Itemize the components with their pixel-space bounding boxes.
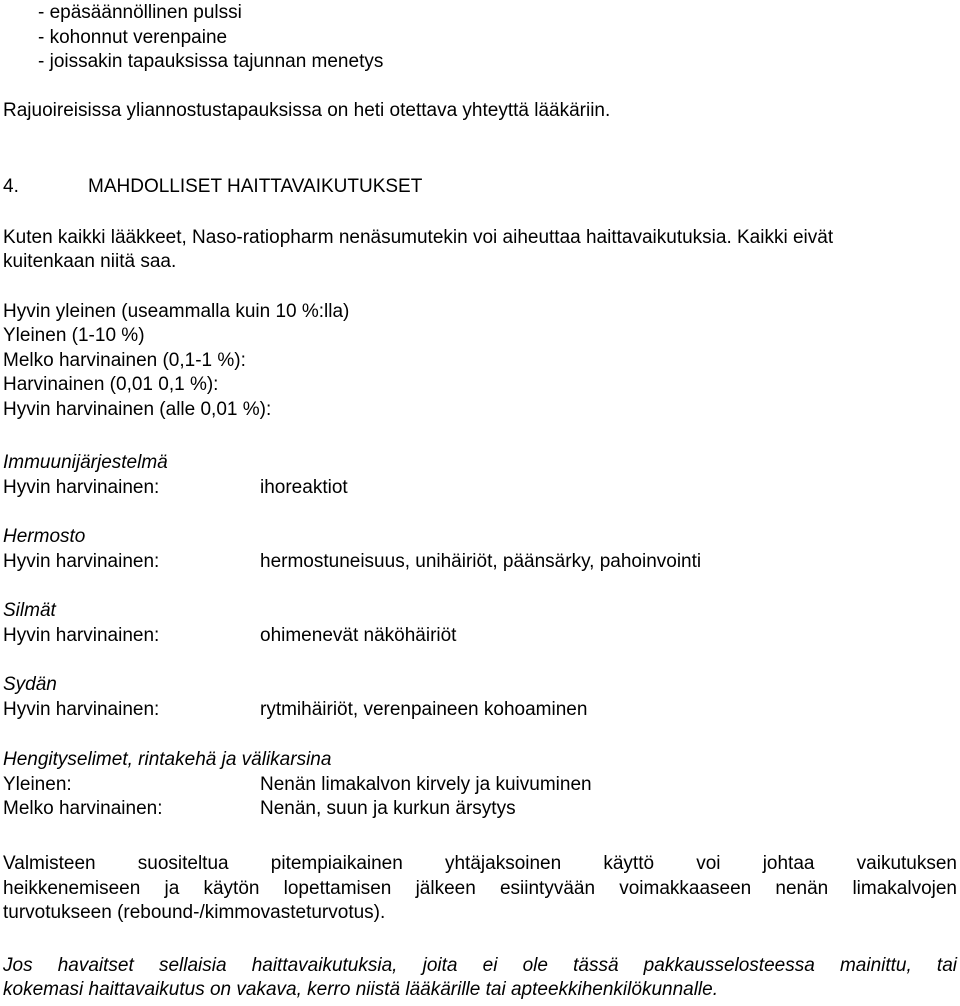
- symptom-item: - joissakin tapauksissa tajunnan menetys: [38, 51, 384, 72]
- effect-text: hermostuneisuus, unihäiriöt, päänsärky, pahoinvointi: [260, 551, 702, 572]
- organ-group-heading: Sydän: [3, 674, 57, 695]
- paragraph-line: Valmisteen suositeltua pitempiaikainen yhtäjaksoinen käyttö voi johtaa vaikutuksen: [3, 853, 957, 874]
- organ-group-heading: Silmät: [3, 600, 56, 621]
- frequency-legend-item: Hyvin harvinainen (alle 0,01 %):: [3, 399, 272, 420]
- frequency-legend-item: Melko harvinainen (0,1-1 %):: [3, 350, 246, 371]
- organ-group-heading: Hermosto: [3, 526, 86, 547]
- effect-text: Nenän, suun ja kurkun ärsytys: [260, 798, 516, 819]
- symptom-item: - kohonnut verenpaine: [38, 27, 228, 48]
- frequency-legend-item: Hyvin yleinen (useammalla kuin 10 %:lla): [3, 301, 350, 322]
- section-number: 4.: [3, 176, 19, 197]
- effect-text: ohimenevät näköhäiriöt: [260, 625, 457, 646]
- symptom-item: - epäsäännöllinen pulssi: [38, 2, 242, 23]
- frequency-label: Hyvin harvinainen:: [3, 477, 160, 498]
- intro-line: kuitenkaan niitä saa.: [3, 251, 177, 272]
- effect-text: rytmihäiriöt, verenpaineen kohoaminen: [260, 699, 588, 720]
- frequency-label: Yleinen:: [3, 774, 72, 795]
- organ-group-heading: Immuunijärjestelmä: [3, 452, 168, 473]
- frequency-label: Melko harvinainen:: [3, 798, 163, 819]
- section-title: MAHDOLLISET HAITTAVAIKUTUKSET: [88, 176, 423, 197]
- organ-group-heading: Hengityselimet, rintakehä ja välikarsina: [3, 749, 332, 770]
- paragraph-line: turvotukseen (rebound-/kimmovasteturvotus).: [3, 902, 386, 923]
- frequency-legend-item: Harvinainen (0,01 0,1 %):: [3, 374, 219, 395]
- overdose-note: Rajuoireisissa yliannostustapauksissa on heti otettava yhteyttä lääkäriin.: [3, 100, 611, 121]
- intro-line: Kuten kaikki lääkkeet, Naso-ratiopharm nenäsumutekin voi aiheuttaa haittavaikutuksia. Kaikki eivät: [3, 227, 834, 248]
- paragraph-line: kokemasi haittavaikutus on vakava, kerro niistä lääkärille tai apteekkihenkilökunnalle.: [3, 979, 718, 1000]
- frequency-label: Hyvin harvinainen:: [3, 625, 160, 646]
- effect-text: ihoreaktiot: [260, 477, 348, 498]
- frequency-label: Hyvin harvinainen:: [3, 551, 160, 572]
- paragraph-line: heikkenemiseen ja käytön lopettamisen jälkeen esiintyvään voimakkaaseen nenän limakalvojen: [3, 878, 957, 899]
- paragraph-line: Jos havaitset sellaisia haittavaikutuksia, joita ei ole tässä pakkausselosteessa mainittu, tai: [3, 955, 957, 976]
- frequency-legend-item: Yleinen (1-10 %): [3, 325, 145, 346]
- effect-text: Nenän limakalvon kirvely ja kuivuminen: [260, 774, 592, 795]
- frequency-label: Hyvin harvinainen:: [3, 699, 160, 720]
